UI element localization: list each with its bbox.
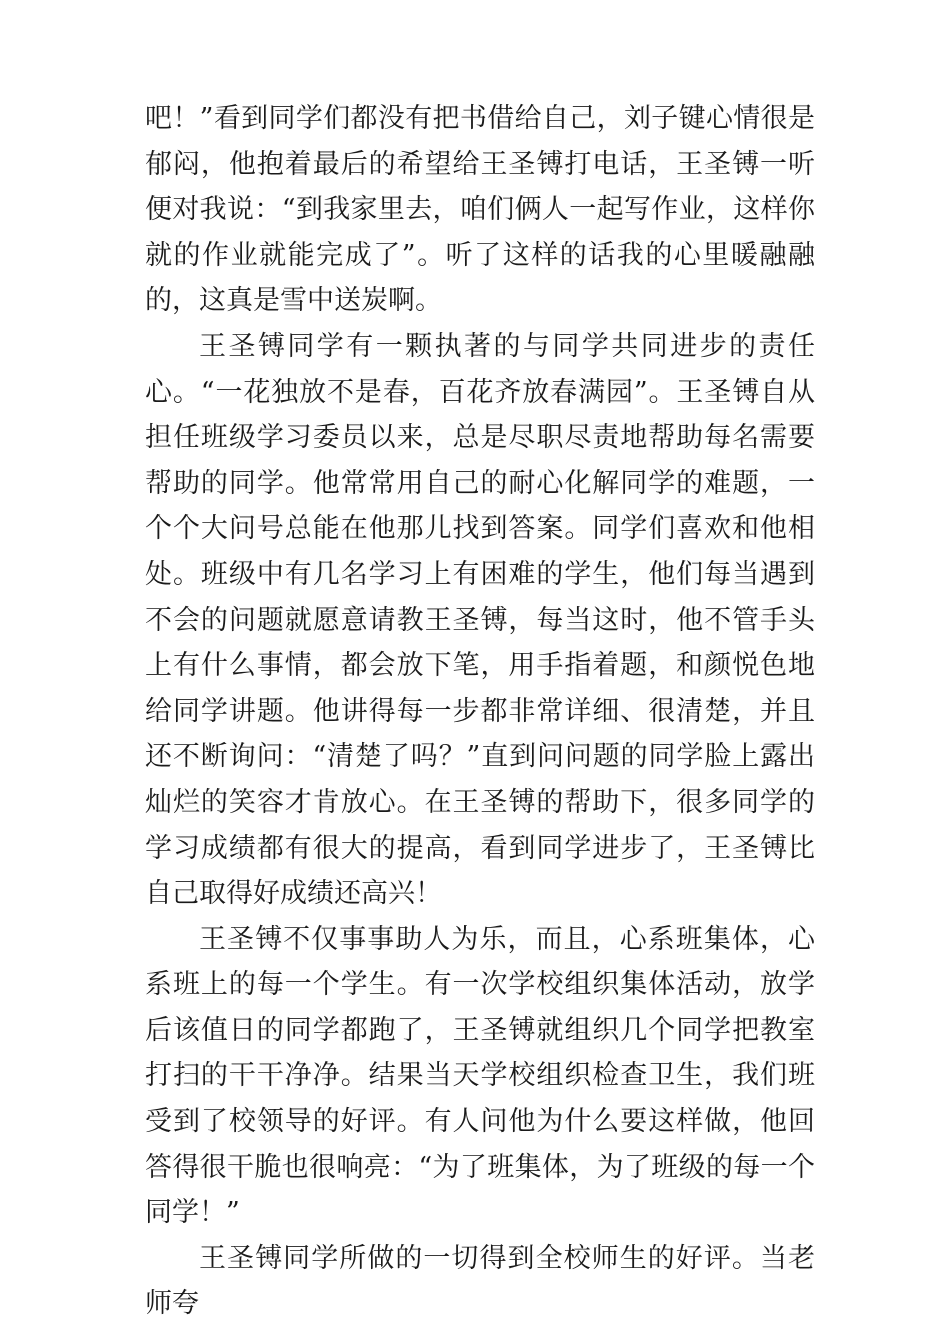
- paragraph-1: 吧！”看到同学们都没有把书借给自己，刘子键心情很是郁闷，他抱着最后的希望给王圣镈打电话，王圣镈一听便对我说：“到我家里去，咱们俩人一起写作业，这样你就的作业就能完成了”。听了这样的话我的心里暖融融的，这真是雪中送炭啊。: [145, 103, 815, 317]
- document-body: [145, 96, 815, 1327]
- paragraph-2: 王圣镈同学有一颗执著的与同学共同进步的责任心。“一花独放不是春，百花齐放春满园”。王圣镈自从担任班级学习委员以来，总是尽职尽责地帮助每名需要帮助的同学。他常常用自己的耐心化解同学的难题，一个个大问号总能在他那儿找到答案。同学们喜欢和他相处。班级中有几名学习上有困难的学生，他们每当遇到不会的问题就愿意请教王圣镈，每当这时，他不管手头上有什么事情，都会放下笔，用手指着题，和颜悦色地给同学讲题。他讲得每一步都非常详细、很清楚，并且还不断询问：“清楚了吗？”直到问问题的同学脸上露出灿烂的笑容才肯放心。在王圣镈的帮助下，很多同学的学习成绩都有很大的提高，看到同学进步了，王圣镈比自己取得好成绩还高兴！: [145, 330, 815, 910]
- paragraph-4: 王圣镈同学所做的一切得到全校师生的好评。当老师夸: [145, 1242, 815, 1320]
- paragraph-3: 王圣镈不仅事事助人为乐，而且，心系班集体，心系班上的每一个学生。有一次学校组织集体活动，放学后该值日的同学都跑了，王圣镈就组织几个同学把教室打扫的干干净净。结果当天学校组织检查卫生，我们班受到了校领导的好评。有人问他为什么要这样做，他回答得很干脆也很响亮：“为了班集体，为了班级的每一个同学！”: [145, 923, 815, 1229]
